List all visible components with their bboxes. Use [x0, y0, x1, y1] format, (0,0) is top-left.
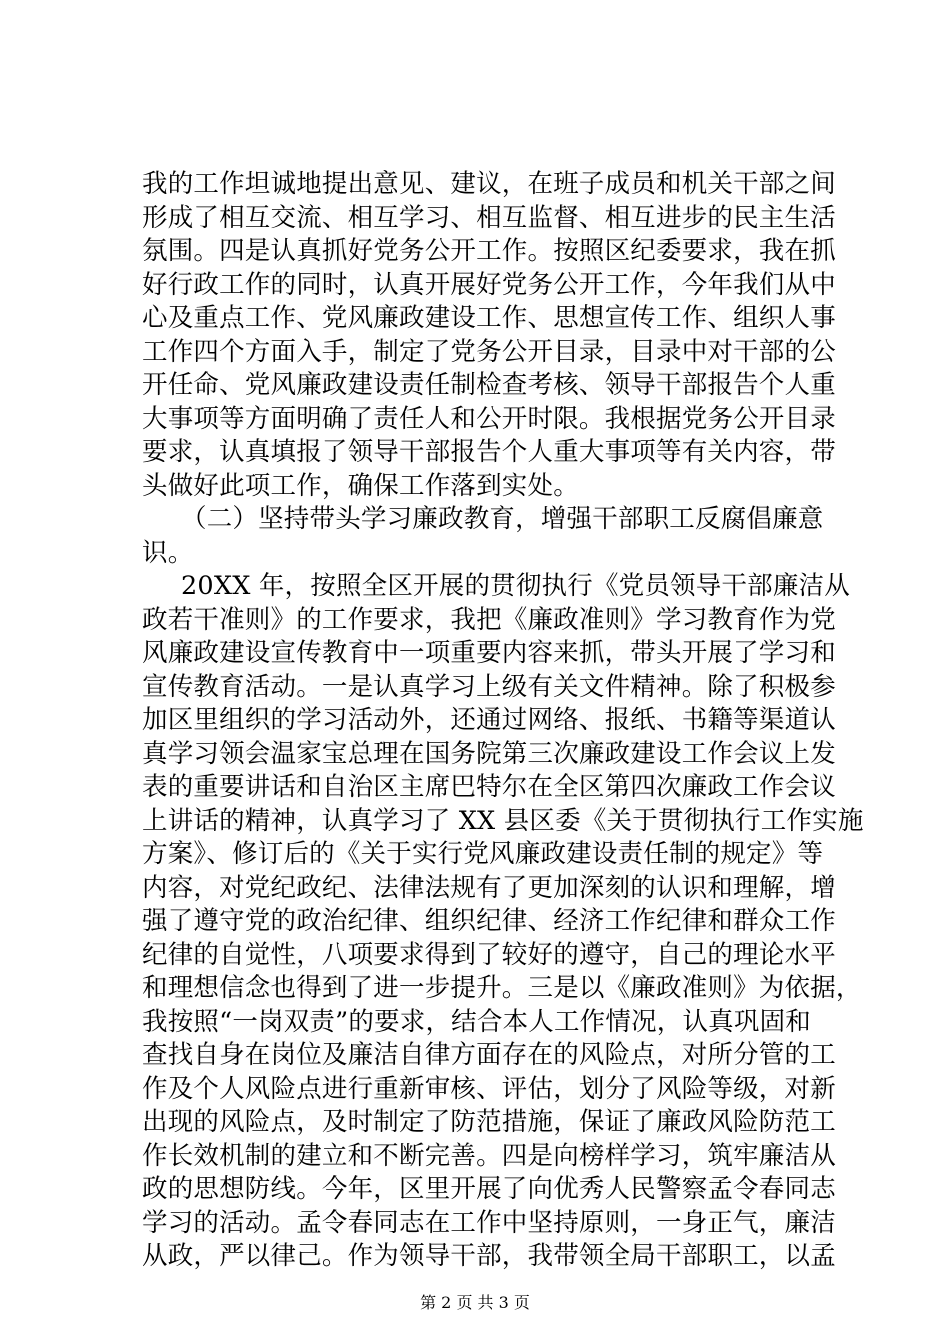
- text-line: 心及重点工作、党风廉政建设工作、思想宣传工作、组织人事: [142, 303, 836, 333]
- text-line: 作及个人风险点进行重新审核、评估，划分了风险等级，对新: [142, 1073, 836, 1104]
- text-line: 加区里组织的学习活动外，还通过网络、报纸、书籍等渠道认: [142, 705, 836, 735]
- text-line: 头做好此项工作，确保工作落到实处。: [142, 470, 579, 501]
- text-line: 大事项等方面明确了责任人和公开时限。我根据党务公开目录: [142, 403, 836, 434]
- text-line: 工作四个方面入手，制定了党务公开目录，目录中对干部的公: [142, 336, 836, 367]
- text-line: 我的工作坦诚地提出意见、建议，在班子成员和机关干部之间: [142, 169, 836, 199]
- text-line: 出现的风险点，及时制定了防范措施，保证了廉政风险防范工: [142, 1107, 836, 1137]
- text-line: 上讲话的精神，认真学习了 XX 县区委《关于贯彻执行工作实施: [142, 805, 864, 836]
- text-line: 作长效机制的建立和不断完善。四是向榜样学习，筑牢廉洁从: [142, 1140, 836, 1171]
- text-line: 从政，严以律己。作为领导干部，我带领全局干部职工，以孟: [142, 1241, 836, 1271]
- text-line: 查找自身在岗位及廉洁自律方面存在的风险点，对所分管的工: [142, 1040, 836, 1070]
- text-line: 宣传教育活动。一是认真学习上级有关文件精神。除了积极参: [142, 671, 836, 702]
- text-line: 我按照“一岗双责”的要求，结合本人工作情况，认真巩固和: [142, 1006, 811, 1037]
- text-line: 学习的活动。孟令春同志在工作中坚持原则，一身正气，廉洁: [142, 1207, 836, 1238]
- text-line: 好行政工作的同时，认真开展好党务公开工作，今年我们从中: [142, 269, 836, 300]
- text-line: 纪律的自觉性，八项要求得到了较好的遵守，自己的理论水平: [142, 939, 836, 970]
- text-line: 表的重要讲话和自治区主席巴特尔在全区第四次廉政工作会议: [142, 772, 836, 802]
- text-line: 要求，认真填报了领导干部报告个人重大事项等有关内容，带: [142, 437, 836, 467]
- page-footer: [0, 1293, 950, 1313]
- text-line: 和理想信念也得到了进一步提升。三是以《廉政准则》为依据，: [142, 973, 862, 1003]
- text-line: 开任命、党风廉政建设责任制检查考核、领导干部报告个人重: [142, 370, 836, 400]
- text-line: 方案》、修订后的《关于实行党风廉政建设责任制的规定》等: [142, 839, 824, 869]
- text-line: 氛围。四是认真抓好党务公开工作。按照区纪委要求，我在抓: [142, 236, 836, 266]
- text-line: 内容，对党纪政纪、法律法规有了更加深刻的认识和理解，增: [142, 872, 836, 903]
- text-line: 形成了相互交流、相互学习、相互监督、相互进步的民主生活: [142, 202, 836, 233]
- text-line: 政的思想防线。今年，区里开展了向优秀人民警察孟令春同志: [142, 1174, 836, 1204]
- text-line: 真学习领会温家宝总理在国务院第三次廉政建设工作会议上发: [142, 738, 836, 769]
- section-heading: （二）坚持带头学习廉政教育，增强干部职工反腐倡廉意: [181, 504, 824, 534]
- text-line: 强了遵守党的政治纪律、组织纪律、经济工作纪律和群众工作: [142, 906, 836, 936]
- paragraph-start: 20XX 年，按照全区开展的贯彻执行《党员领导干部廉洁从: [181, 571, 850, 601]
- document-body: [142, 168, 864, 1274]
- page-number-label: 第 2 页 共 3 页: [420, 1293, 530, 1312]
- text-line: 政若干准则》的工作要求，我把《廉政准则》学习教育作为党: [142, 604, 836, 635]
- section-heading-continuation: 识。: [142, 537, 194, 568]
- text-line: 风廉政建设宣传教育中一项重要内容来抓，带头开展了学习和: [142, 638, 836, 668]
